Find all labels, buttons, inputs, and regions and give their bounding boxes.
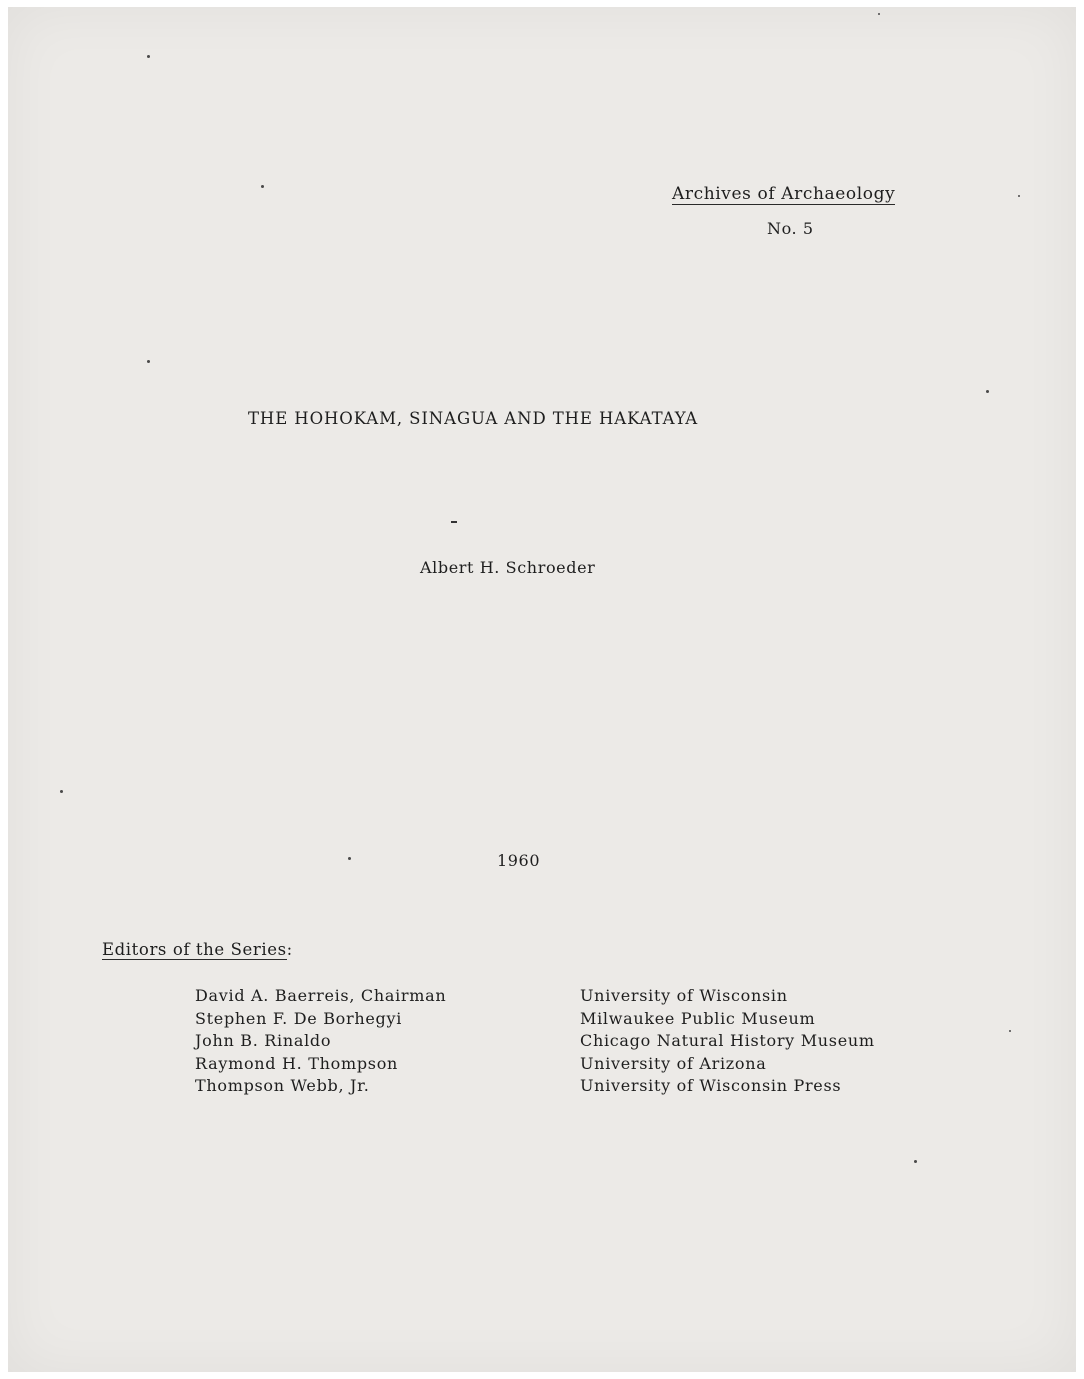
dust-speck xyxy=(60,790,63,793)
publication-year: 1960 xyxy=(497,851,541,870)
editor-affiliation: Milwaukee Public Museum xyxy=(580,1008,816,1028)
series-number: No. 5 xyxy=(767,219,814,238)
editors-heading-label: Editors of the Series xyxy=(102,940,287,959)
editor-name: Thompson Webb, Jr. xyxy=(195,1076,370,1096)
editors-heading-colon: : xyxy=(286,940,293,959)
editors-affiliations-column xyxy=(580,985,875,1098)
dust-speck xyxy=(261,185,264,188)
series-title: Archives of Archaeology xyxy=(672,184,896,204)
editors-heading xyxy=(102,940,293,959)
dust-speck xyxy=(878,13,880,15)
author-name: Albert H. Schroeder xyxy=(420,558,596,577)
editor-name: Raymond H. Thompson xyxy=(195,1053,399,1073)
dust-speck xyxy=(1018,195,1020,197)
document-title: THE HOHOKAM, SINAGUA AND THE HAKATAYA xyxy=(248,409,699,428)
editor-affiliation: University of Wisconsin Press xyxy=(580,1076,842,1096)
dust-speck xyxy=(147,55,150,58)
editor-name: John B. Rinaldo xyxy=(195,1031,332,1051)
dust-speck xyxy=(147,360,150,363)
dust-speck xyxy=(1009,1030,1011,1032)
editor-affiliation: University of Wisconsin xyxy=(580,986,788,1005)
dust-speck xyxy=(348,857,351,860)
editor-name: Stephen F. De Borhegyi xyxy=(195,1008,403,1028)
dust-speck xyxy=(914,1160,917,1163)
editor-name: David A. Baerreis, Chairman xyxy=(195,986,447,1005)
editor-affiliation: Chicago Natural History Museum xyxy=(580,1031,875,1051)
editors-names-column xyxy=(195,985,446,1098)
dust-speck xyxy=(986,390,989,393)
paper-sheet xyxy=(8,7,1076,1372)
editor-affiliation: University of Arizona xyxy=(580,1053,767,1073)
separator-dash xyxy=(451,521,457,523)
